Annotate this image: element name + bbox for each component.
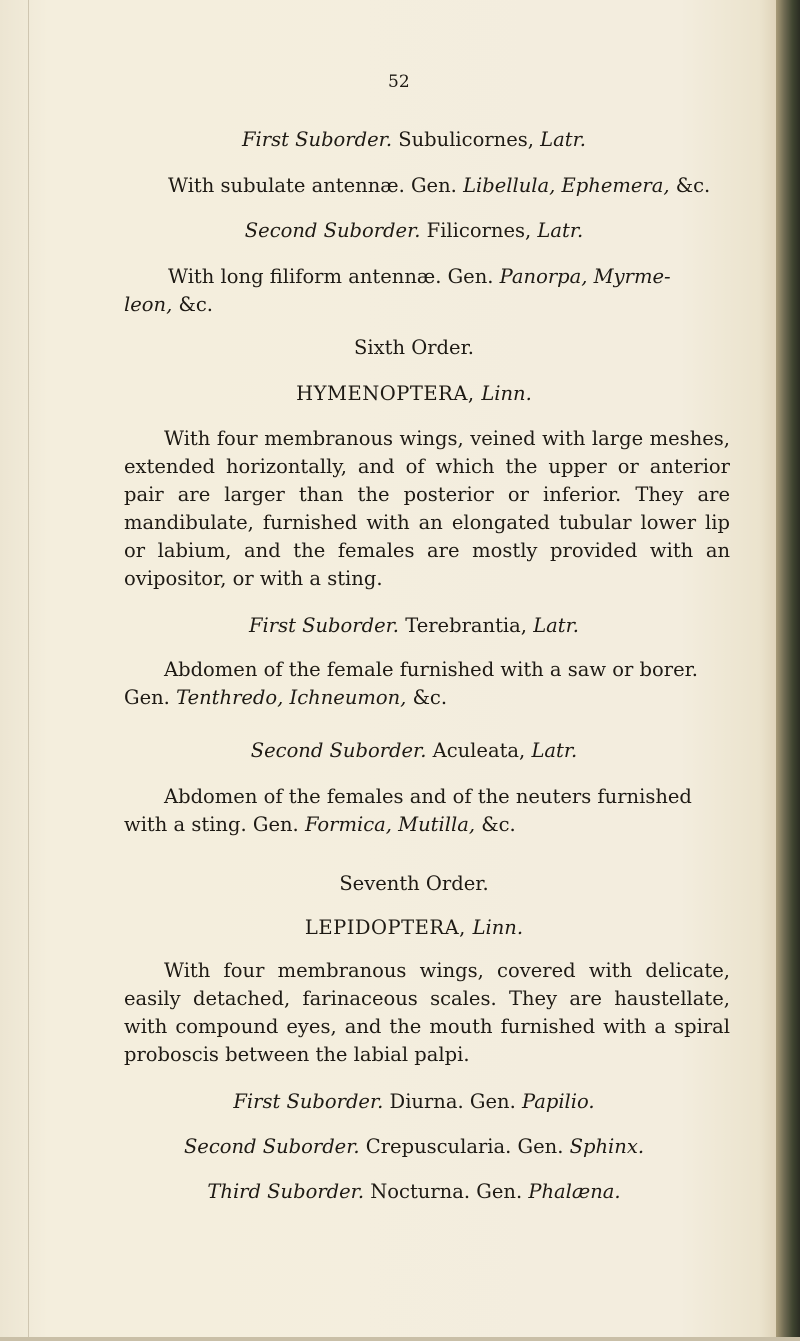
desc-rest: &c. xyxy=(669,174,711,197)
book-binding-edge xyxy=(776,0,800,1341)
suborder-author: Latr. xyxy=(533,614,579,637)
suborder-name: Nocturna. Gen. xyxy=(364,1180,529,1203)
suborder-name: Diurna. Gen. xyxy=(383,1090,522,1113)
suborder-author: Latr. xyxy=(537,219,584,242)
desc-text: With subulate antennæ. Gen. xyxy=(168,174,464,197)
suborder-author: Latr. xyxy=(531,739,578,762)
order-heading-sixth: Sixth Order. xyxy=(354,336,474,359)
genus-name: Phalæna. xyxy=(528,1180,621,1203)
suborder-heading-2 xyxy=(104,217,724,245)
desc-rest: &c. xyxy=(475,813,516,836)
suborder-heading-aculeata xyxy=(104,737,724,765)
order-author: Linn. xyxy=(472,916,524,939)
genus-names: Tenthredo, Ichneumon, xyxy=(176,686,407,709)
order-heading-seventh: Seventh Order. xyxy=(339,872,489,895)
suborder-name: Aculeata, xyxy=(426,739,532,762)
suborder-name: Filicornes, xyxy=(420,219,538,242)
suborder-label: First Suborder. xyxy=(242,128,393,151)
order-name: LEPIDOPTERA, xyxy=(304,916,473,939)
suborder-description-terebrantia xyxy=(124,656,730,712)
order-description-lepidoptera: With four membranous wings, covered with delicate, easily detached, farinaceous scales. They are haustellate, with compound eyes, and the mouth furnished with a spiral proboscis between the labial palpi. xyxy=(124,959,730,1066)
page-bottom-edge xyxy=(0,1337,800,1341)
suborder-label: First Suborder. xyxy=(249,614,399,637)
suborder-heading-crepuscularia xyxy=(104,1133,724,1161)
page-number: 52 xyxy=(388,72,410,92)
desc-line-2: with a sting. Gen. xyxy=(124,813,305,836)
order-name-lepidoptera xyxy=(104,914,724,942)
suborder-heading-diurna xyxy=(104,1088,724,1116)
desc-text: With long filiform antennæ. Gen. xyxy=(168,265,500,288)
suborder-heading-1 xyxy=(104,126,724,154)
genus-names-cont: leon, xyxy=(124,293,173,316)
suborder-description-2 xyxy=(124,263,730,319)
suborder-description-aculeata xyxy=(124,783,730,839)
genus-name: Papilio. xyxy=(521,1090,595,1113)
desc-rest: &c. xyxy=(406,686,448,709)
suborder-label: Second Suborder. xyxy=(244,219,421,242)
margin-line xyxy=(28,0,29,1341)
genus-names: Formica, Mutilla, xyxy=(304,813,476,836)
suborder-label: Second Suborder. xyxy=(183,1135,360,1158)
suborder-name: Terebrantia, xyxy=(399,614,534,637)
order-description-hymenoptera: With four membranous wings, veined with large meshes, extended horizontally, and of which the upper or anterior pair are larger than the posterior or inferior. They are mandibulate, furnished with an elongated tubular lower lip or labium, and the females are mostly provided with an ovipositor, or with a sting. xyxy=(124,427,730,590)
suborder-name: Subulicornes, xyxy=(392,128,541,151)
desc-line-1: Abdomen of the female furnished with a saw or borer. xyxy=(164,658,698,681)
suborder-heading-nocturna xyxy=(104,1178,724,1206)
suborder-description-1 xyxy=(168,172,774,200)
desc-line-2: Gen. xyxy=(124,686,177,709)
desc-line-1: Abdomen of the females and of the neuters furnished xyxy=(164,785,692,808)
genus-names: Panorpa, Myrme- xyxy=(499,265,671,288)
order-name: HYMENOPTERA, xyxy=(296,382,482,405)
genus-name: Sphinx. xyxy=(569,1135,645,1158)
suborder-label: Third Suborder. xyxy=(207,1180,365,1203)
suborder-label: Second Suborder. xyxy=(250,739,427,762)
desc-rest: &c. xyxy=(172,293,213,316)
suborder-name: Crepuscularia. Gen. xyxy=(359,1135,570,1158)
genus-names: Libellula, Ephemera, xyxy=(463,174,670,197)
suborder-author: Latr. xyxy=(540,128,586,151)
suborder-label: First Suborder. xyxy=(233,1090,384,1113)
order-name-hymenoptera xyxy=(104,380,724,408)
order-author: Linn. xyxy=(481,382,532,405)
suborder-heading-terebrantia xyxy=(104,612,724,640)
